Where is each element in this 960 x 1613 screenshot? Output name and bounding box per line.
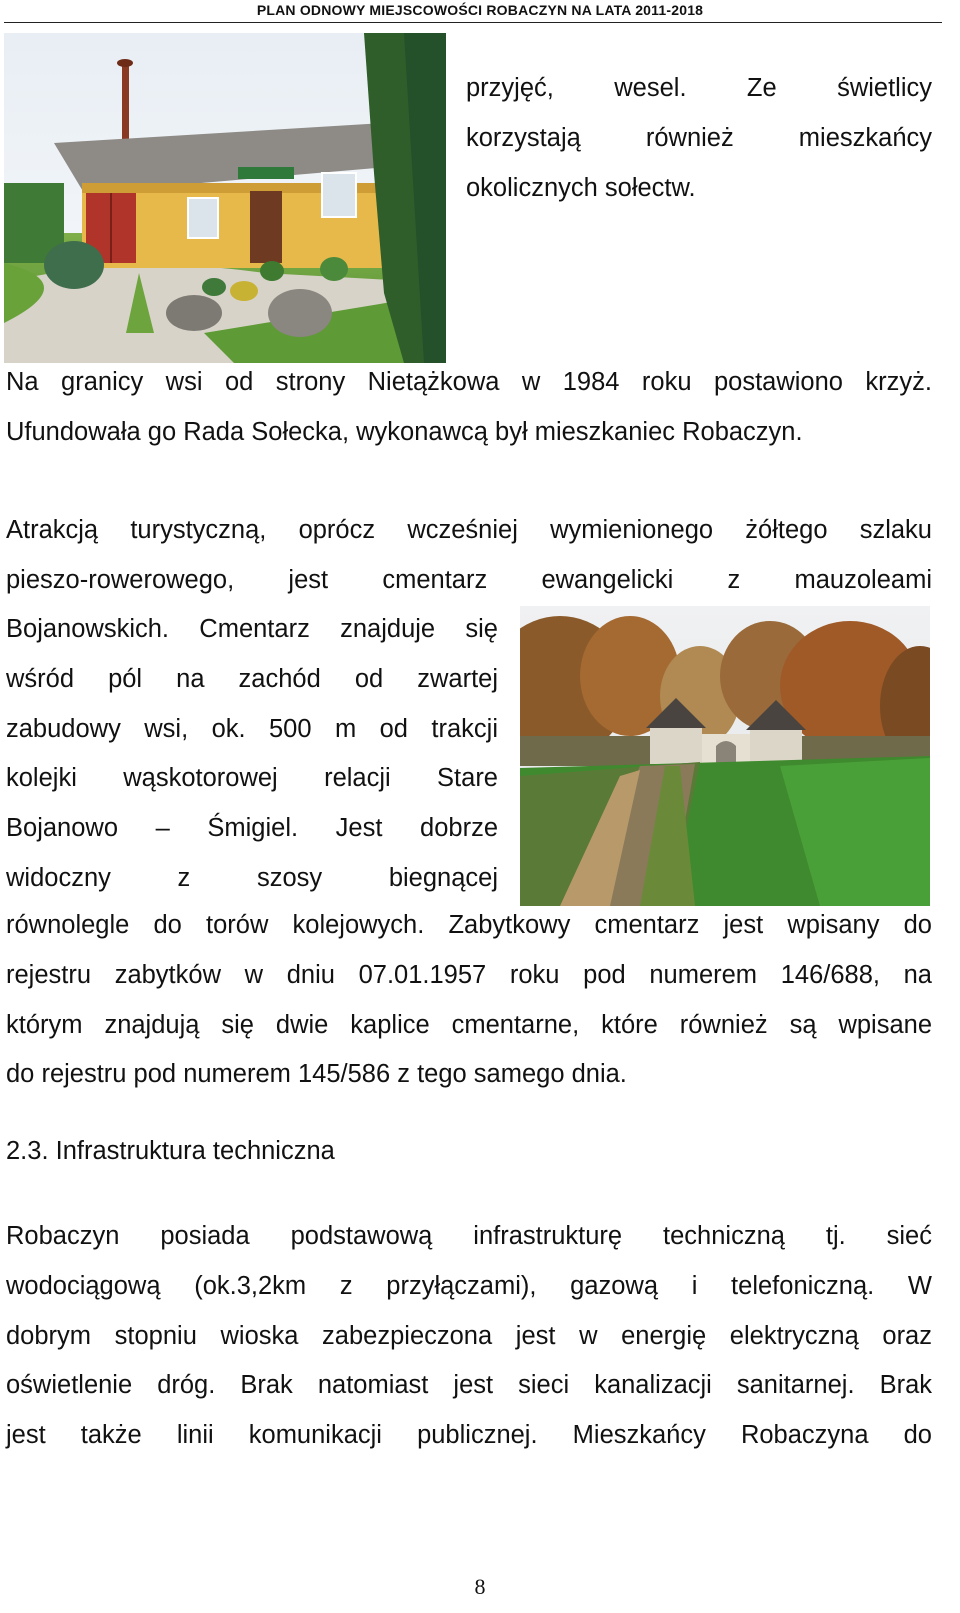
text-line: wśród pól na zachód od zwartej xyxy=(6,664,498,693)
text-line: kolejki wąskotorowej relacji Stare xyxy=(6,764,498,793)
paragraph-common-room xyxy=(466,64,932,213)
text-line: Na granicy wsi od strony Nietążkowa w 1984 roku postawiono krzyż. xyxy=(6,368,932,396)
text-line: równolegle do torów kolejowych. Zabytkowy cmentarz jest wpisany do xyxy=(6,911,932,939)
paragraph-infrastructure xyxy=(6,1212,932,1461)
text-line: Atrakcją turystyczną, oprócz wcześniej wymienionego żółtego szlaku xyxy=(6,516,932,544)
cemetery-chapels-photo xyxy=(520,606,930,906)
text-line: zabudowy wsi, ok. 500 m od trakcji xyxy=(6,714,498,743)
text-line: wodociągową (ok.3,2km z przyłączami), gazową i telefoniczną. W xyxy=(6,1271,932,1300)
text-line: widoczny z szosy biegnącej xyxy=(6,863,498,892)
paragraph-cemetery-intro xyxy=(6,506,932,606)
text-line: którym znajdują się dwie kaplice cmentarne, które również są wpisane xyxy=(6,1010,932,1039)
text-line: okolicznych sołectw. xyxy=(466,173,696,202)
text-line: Bojanowskich. Cmentarz znajduje się xyxy=(6,615,498,643)
text-line: dobrym stopniu wioska zabezpieczona jest w energię elektryczną oraz xyxy=(6,1321,932,1350)
village-hall-photo xyxy=(4,33,446,363)
section-heading: 2.3. Infrastruktura techniczna xyxy=(6,1137,335,1165)
header-divider xyxy=(4,22,942,23)
page-number: 8 xyxy=(474,1574,486,1599)
text-line: Ufundowała go Rada Sołecka, wykonawcą był mieszkaniec Robaczyn. xyxy=(6,417,803,446)
text-line: oświetlenie dróg. Brak natomiast jest sieci kanalizacji sanitarnej. Brak xyxy=(6,1371,932,1400)
text-line: pieszo-rowerowego, jest cmentarz ewangelicki z mauzoleami xyxy=(6,565,932,594)
text-line: rejestru zabytków w dniu 07.01.1957 roku pod numerem 146/688, na xyxy=(6,960,932,989)
text-line: przyjęć, wesel. Ze świetlicy xyxy=(466,74,932,102)
text-line: jest także linii komunikacji publicznej. Mieszkańcy Robaczyna do xyxy=(6,1421,932,1450)
text-line: Bojanowo – Śmigiel. Jest dobrze xyxy=(6,814,498,843)
paragraph-cemetery-location xyxy=(6,605,498,904)
paragraph-cemetery-registry xyxy=(6,901,932,1100)
text-line: korzystają również mieszkańcy xyxy=(466,123,932,152)
document-header: PLAN ODNOWY MIEJSCOWOŚCI ROBACZYN NA LATA 2011-2018 xyxy=(256,2,704,18)
text-line: Robaczyn posiada podstawową infrastrukturę techniczną tj. sieć xyxy=(6,1222,932,1250)
paragraph-cross xyxy=(6,358,932,458)
text-line: do rejestru pod numerem 145/586 z tego samego dnia. xyxy=(6,1060,627,1089)
